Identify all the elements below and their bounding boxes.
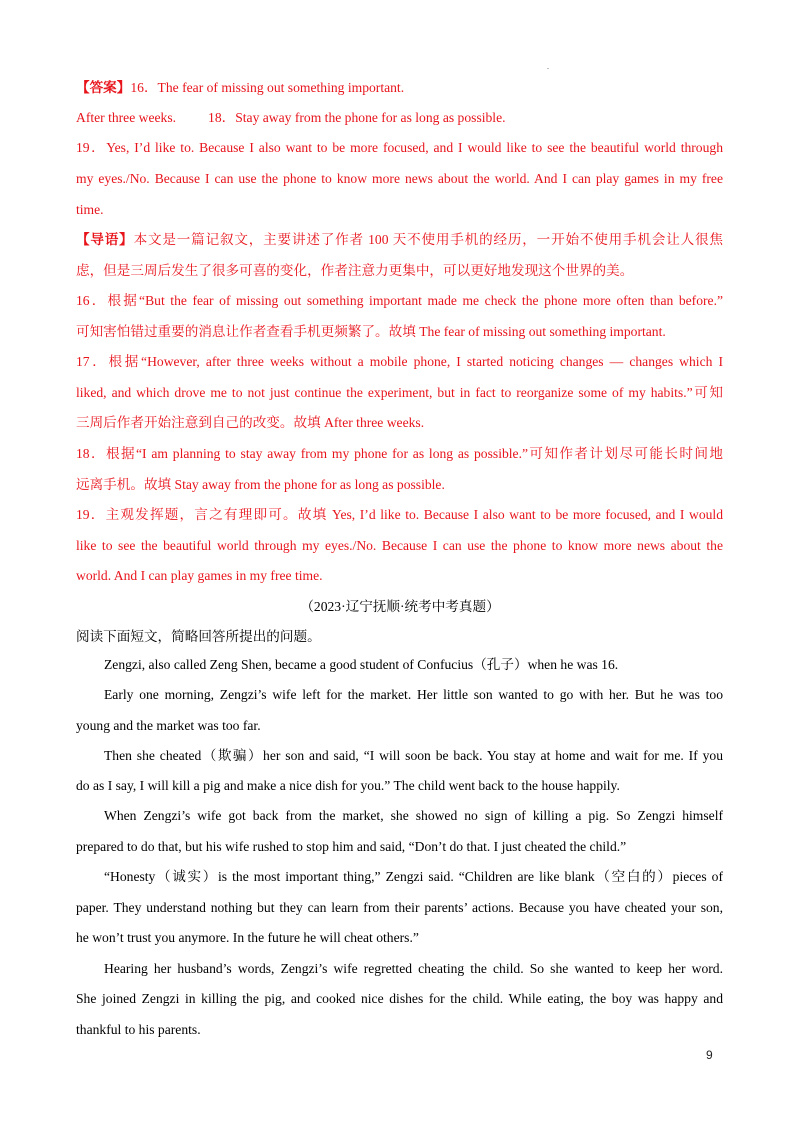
analysis-19-line-1: 19．主观发挥题，言之有理即可。故填 Yes, I’d like to. Because I also want to be more focused, and I would bbox=[76, 507, 723, 522]
answer-line-16 bbox=[76, 79, 404, 97]
analysis-17-line-2: liked, and which drove me to not just continue the experiment, but in fact to reorganize some of my habits.”可知 bbox=[76, 385, 723, 400]
page-number: 9 bbox=[706, 1048, 713, 1062]
passage-p5-line-3: he won’t trust you anymore. In the future he will cheat others.” bbox=[76, 930, 419, 945]
analysis-18-line-1: 18．根据“I am planning to stay away from my phone for as long as possible.”可知作者计划尽可能长时间地 bbox=[76, 446, 723, 461]
passage-p4-line-2: prepared to do that, but his wife rushed to stop him and said, “Don’t do that. I just cheated the child.” bbox=[76, 839, 627, 854]
answer-18: 18．Stay away from the phone for as long as possible. bbox=[208, 110, 506, 125]
instruction: 阅读下面短文，简略回答所提出的问题。 bbox=[76, 629, 321, 644]
guide-line-2: 虑，但是三周后发生了很多可喜的变化，作者注意力更集中，可以更好地发现这个世界的美。 bbox=[76, 263, 634, 278]
passage-p2-line-2: young and the market was too far. bbox=[76, 718, 261, 733]
passage-p5-line-2: paper. They understand nothing but they can learn from their parents’ actions. Because you have cheated your son, bbox=[76, 900, 723, 915]
passage-p2-line-1: Early one morning, Zengzi’s wife left for the market. Her little son wanted to go with her. But he was too bbox=[104, 687, 723, 702]
passage-p3-line-2: do as I say, I will kill a pig and make a nice dish for you.” The child went back to the house happily. bbox=[76, 778, 620, 793]
passage-p6-line-2: She joined Zengzi in killing the pig, and cooked nice dishes for the child. While eating, the boy was happy and bbox=[76, 991, 723, 1006]
passage-p5-line-1: “Honesty（诚实）is the most important thing,” Zengzi said. “Children are like blank（空白的）pieces of bbox=[104, 869, 723, 884]
answer-16: 16．The fear of missing out something important. bbox=[130, 80, 405, 95]
answer-tag: 【答案】 bbox=[76, 80, 131, 95]
answer-19-line-2: my eyes./No. Because I can use the phone to know more news about the world. And I can play games in my free bbox=[76, 171, 723, 186]
answer-line-17-18 bbox=[76, 109, 506, 127]
source-heading: （2023·辽宁抚顺·统考中考真题） bbox=[300, 599, 500, 614]
analysis-16-line-1: 16．根据“But the fear of missing out something important made me check the phone more often than before.” bbox=[76, 293, 723, 308]
passage-p6-line-3: thankful to his parents. bbox=[76, 1022, 201, 1037]
top-mark: . bbox=[547, 62, 549, 71]
passage-p6-line-1: Hearing her husband’s words, Zengzi’s wife regretted cheating the child. So she wanted to keep her word. bbox=[104, 961, 723, 976]
passage-p4-line-1: When Zengzi’s wife got back from the market, she showed no sign of killing a pig. So Zengzi himself bbox=[104, 808, 723, 823]
answer-19-line-3: time. bbox=[76, 202, 104, 217]
analysis-19-line-2: like to see the beautiful world through my eyes./No. Because I can use the phone to know more news about the bbox=[76, 538, 723, 553]
passage-p3-line-1: Then she cheated（欺骗）her son and said, “I will soon be back. You stay at home and wait for me. If you bbox=[104, 748, 723, 763]
analysis-19-line-3: world. And I can play games in my free time. bbox=[76, 568, 323, 583]
analysis-18-line-2: 远离手机。故填 Stay away from the phone for as long as possible. bbox=[76, 477, 445, 492]
passage-p1: Zengzi, also called Zeng Shen, became a good student of Confucius（孔子）when he was 16. bbox=[104, 657, 619, 672]
answer-19-line-1: 19．Yes, I’d like to. Because I also want to be more focused, and I would like to see the beautiful world through bbox=[76, 140, 723, 155]
guide-line-1 bbox=[76, 231, 723, 249]
guide-tag: 【导语】 bbox=[76, 232, 134, 247]
guide-text-1: 本文是一篇记叙文，主要讲述了作者 100 天不使用手机的经历，一开始不使用手机会让人很焦 bbox=[133, 232, 724, 247]
analysis-16-line-2: 可知害怕错过重要的消息让作者查看手机更频繁了。故填 The fear of missing out something important. bbox=[76, 324, 666, 339]
answer-17: After three weeks. bbox=[76, 110, 177, 125]
analysis-17-line-3: 三周后作者开始注意到自己的改变。故填 After three weeks. bbox=[76, 415, 425, 430]
analysis-17-line-1: 17．根据“However, after three weeks without a mobile phone, I started noticing changes — changes which I bbox=[76, 354, 723, 369]
